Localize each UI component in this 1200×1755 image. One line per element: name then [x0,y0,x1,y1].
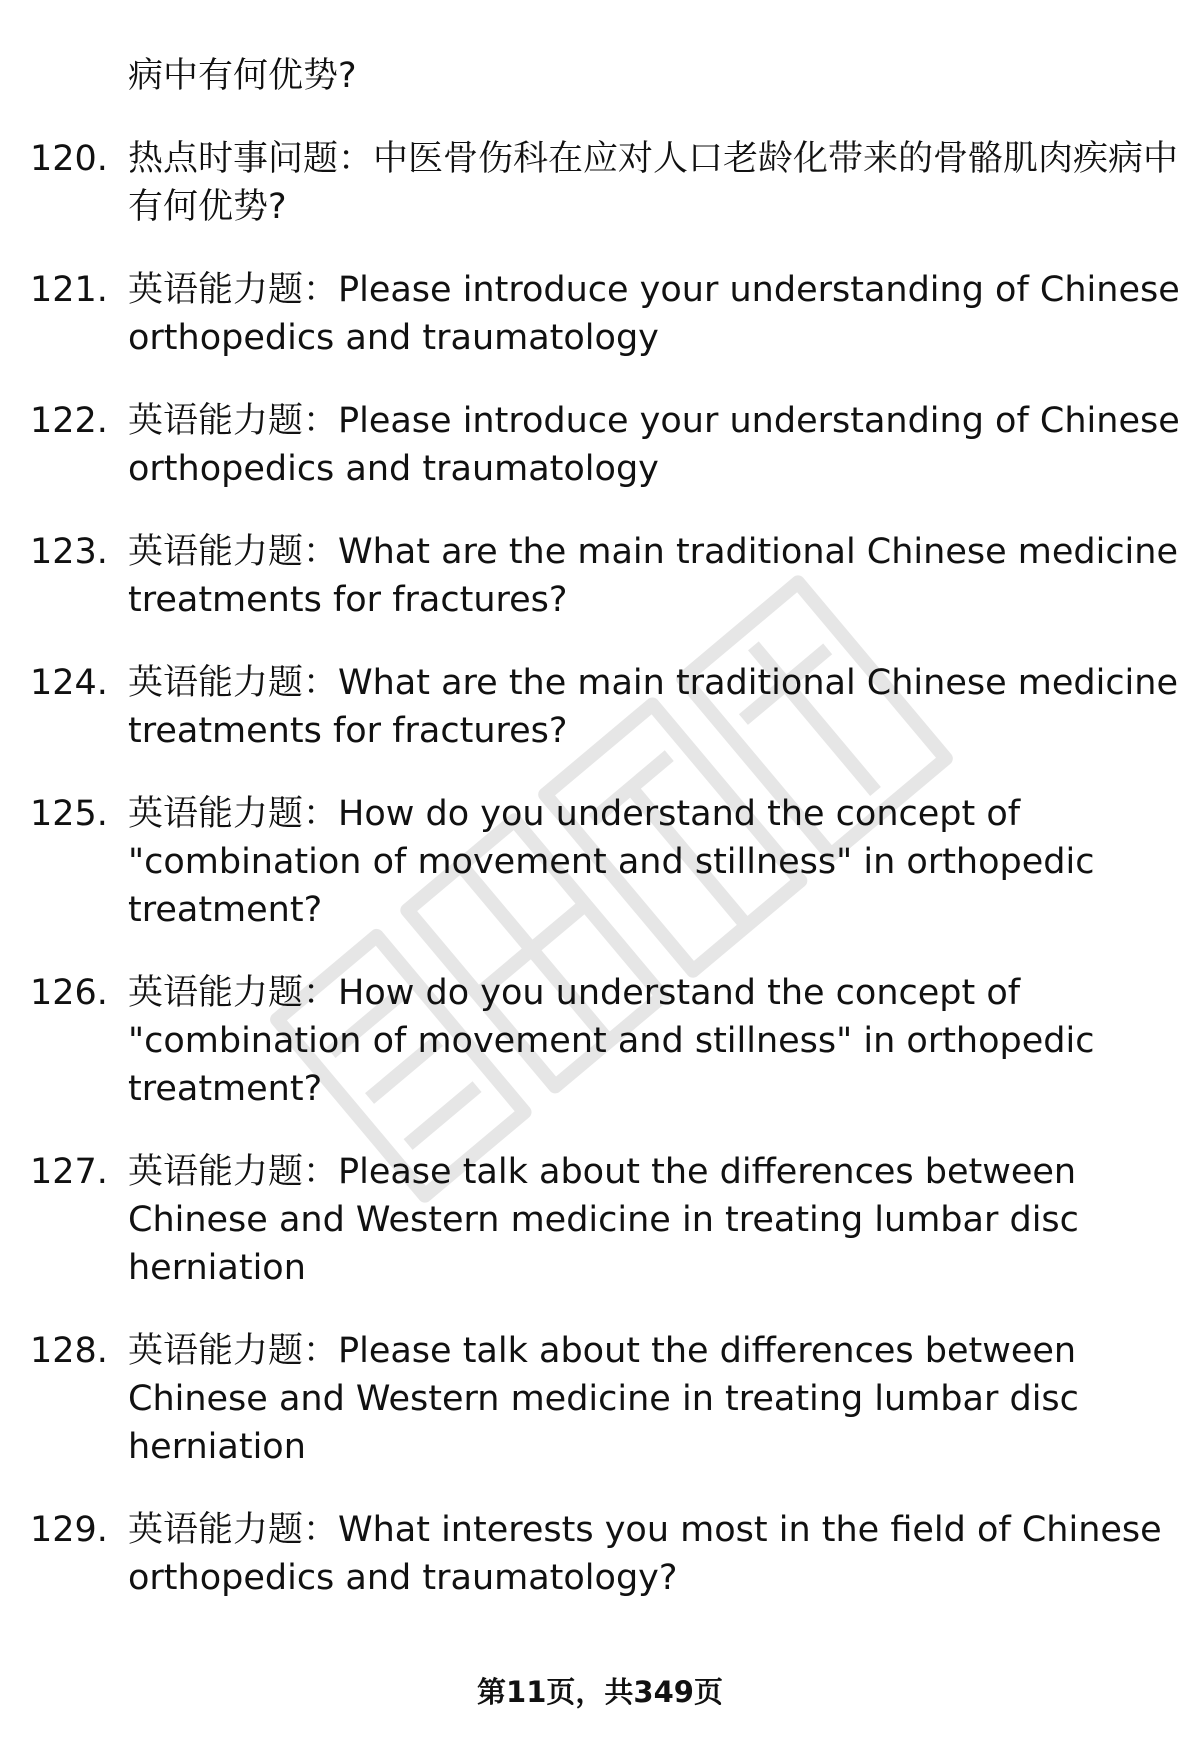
item-text: 英语能力题：What are the main traditional Chinese medicine treatments for fractures? [128,663,1179,751]
item-number: 126. [30,973,108,1013]
item-text: 英语能力题：What interests you most in the field of Chinese orthopedics and traumatology? [128,1510,1162,1598]
list-item [30,1327,1180,1471]
item-text: 英语能力题：How do you understand the concept of "combination of movement and stillness" in orthopedic treatment? [128,794,1095,930]
question-list [30,52,1180,1637]
list-item [30,790,1180,934]
item-text: 热点时事问题：中医骨伤科在应对人口老龄化带来的骨骼肌肉疾病中有何优势? [128,139,1179,227]
item-text: 病中有何优势? [128,56,357,96]
item-text: 英语能力题：Please talk about the differences between Chinese and Western medicine in treating lumbar disc herniation [128,1152,1079,1288]
item-text: 英语能力题：How do you understand the concept of "combination of movement and stillness" in orthopedic treatment? [128,973,1095,1109]
item-number: 121. [30,270,108,310]
list-item-continuation [30,52,1180,100]
item-number: 124. [30,663,108,703]
item-number: 122. [30,401,108,441]
item-number: 120. [30,139,108,179]
list-item [30,969,1180,1113]
list-item [30,1506,1180,1602]
page-footer: 第11页，共349页 [477,1675,723,1709]
list-item [30,266,1180,362]
list-item [30,397,1180,493]
item-text: 英语能力题：Please introduce your understanding of Chinese orthopedics and traumatology [128,270,1180,358]
item-text: 英语能力题：Please talk about the differences between Chinese and Western medicine in treating lumbar disc herniation [128,1331,1079,1467]
list-item [30,528,1180,624]
item-number: 125. [30,794,108,834]
item-text: 英语能力题：What are the main traditional Chinese medicine treatments for fractures? [128,532,1179,620]
list-item [30,135,1180,231]
list-item [30,659,1180,755]
item-text: 英语能力题：Please introduce your understanding of Chinese orthopedics and traumatology [128,401,1180,489]
item-number: 123. [30,532,108,572]
item-number: 129. [30,1510,108,1550]
item-number: 128. [30,1331,108,1371]
item-number: 127. [30,1152,108,1192]
list-item [30,1148,1180,1292]
